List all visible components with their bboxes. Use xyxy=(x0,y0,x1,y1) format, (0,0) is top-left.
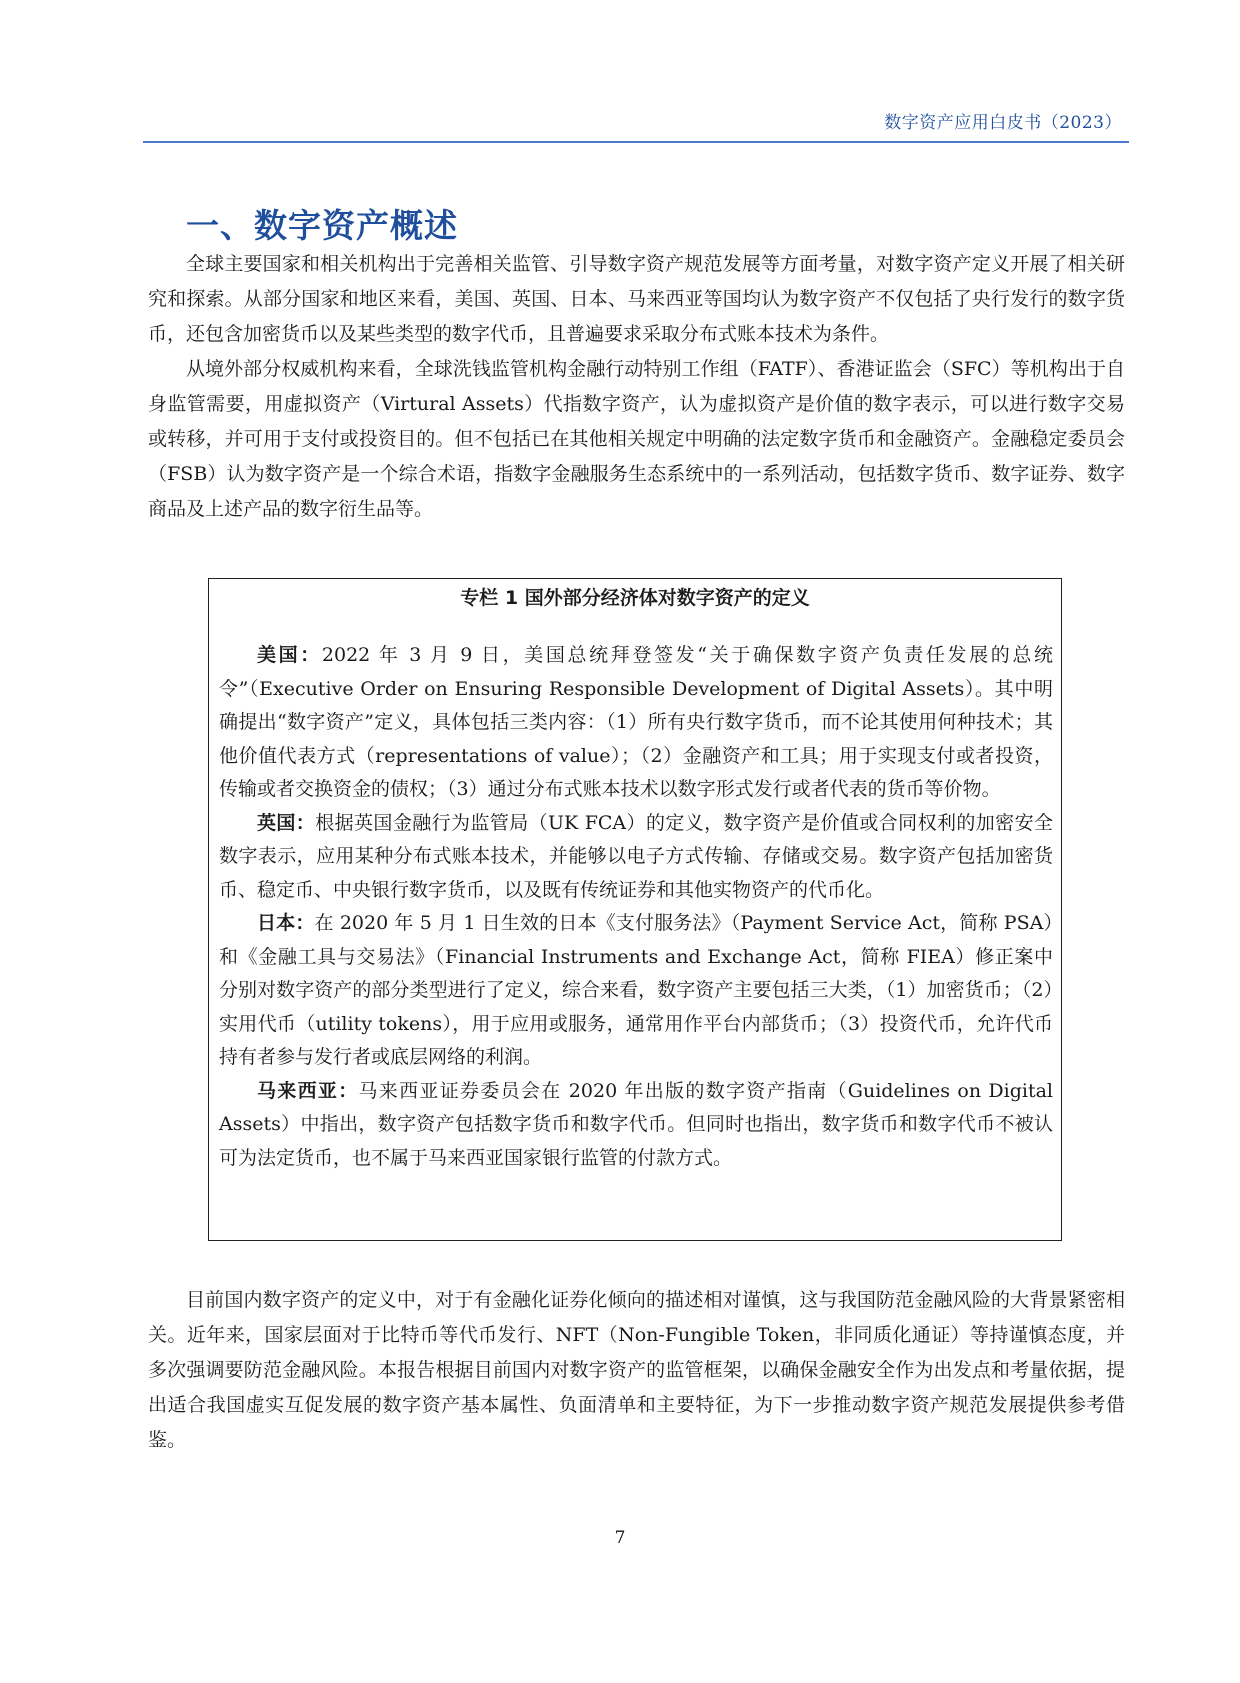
running-header-title: 数字资产应用白皮书（2023） xyxy=(884,113,1122,133)
box-body xyxy=(219,639,1053,1175)
box-entry-japan xyxy=(219,907,1053,1075)
entry-text: 根据英国金融行为监管局（UK FCA）的定义，数字资产是价值或合同权利的加密安全数字表示，应用某种分布式账本技术，并能够以电子方式传输、存储或交易。数字资产包括加密货币、稳定币、中央银行数字货币，以及既有传统证券和其他实物资产的代币化。 xyxy=(219,811,1053,901)
intro-paragraph: 从境外部分权威机构来看，全球洗钱监管机构金融行动特别工作组（FATF）、香港证监会（SFC）等机构出于自身监管需要，用虚拟资产（Virtural Assets）代指数字资产，认为虚拟资产是价值的数字表示，可以进行数字交易或转移，并可用于支付或投资目的。但不包括已在其他相关规定中明确的法定数字货币和金融资产。金融稳定委员会（FSB）认为数字资产是一个综合术语，指数字金融服务生态系统中的一系列活动，包括数字货币、数字证券、数字商品及上述产品的数字衍生品等。 xyxy=(148,358,1125,520)
entry-lead: 美国： xyxy=(257,644,322,666)
box-entry-us xyxy=(219,639,1053,807)
closing-text xyxy=(148,1283,1125,1458)
entry-lead: 英国： xyxy=(257,811,316,834)
page-number: 7 xyxy=(614,1528,626,1548)
entry-text: 马来西亚证券委员会在 2020 年出版的数字资产指南（Guidelines on Digital Assets）中指出，数字资产包括数字货币和数字代币。但同时也指出，数字货币和数字代币不被认可为法定货币，也不属于马来西亚国家银行监管的付款方式。 xyxy=(219,1079,1053,1169)
entry-text: 在 2020 年 5 月 1 日生效的日本《支付服务法》（Payment Service Act，简称 PSA）和《金融工具与交易法》（Financial Instruments and Exchange Act，简称 FIEA）修正案中分别对数字资产的部分类型进行了定义，综合来看，数字资产主要包括三大类，（1）加密货币；（2）实用代币（utility tokens），用于应用或服务，通常用作平台内部货币；（3）投资代币，允许代币持有者参与发行者或底层网络的利润。 xyxy=(219,912,1053,1068)
box-entry-uk xyxy=(219,807,1053,908)
closing-paragraph: 目前国内数字资产的定义中，对于有金融化证券化倾向的描述相对谨慎，这与我国防范金融风险的大背景紧密相关。近年来，国家层面对于比特币等代币发行、NFT（Non-Fungible Token，非同质化通证）等持谨慎态度，并多次强调要防范金融风险。本报告根据目前国内对数字资产的监管框架，以确保金融安全作为出发点和考量依据，提出适合我国虚实互促发展的数字资产基本属性、负面清单和主要特征，为下一步推动数字资产规范发展提供参考借鉴。 xyxy=(148,1289,1125,1451)
section-heading: 一、数字资产概述 xyxy=(186,206,458,245)
header-divider xyxy=(143,141,1129,143)
entry-lead: 马来西亚： xyxy=(257,1079,359,1102)
entry-text: 2022 年 3 月 9 日，美国总统拜登签发“关于确保数字资产负责任发展的总统令”（Executive Order on Ensuring Responsible Development of Digital Assets）。其中明确提出“数字资产”定义，具体包括三类内容：（1）所有央行数字货币，而不论其使用何种技术；其他价值代表方式（representations of value）；（2）金融资产和工具；用于实现支付或者投资，传输或者交换资金的债权；（3）通过分布式账本技术以数字形式发行或者代表的货币等价物。 xyxy=(219,644,1053,800)
intro-paragraph: 全球主要国家和相关机构出于完善相关监管、引导数字资产规范发展等方面考量，对数字资产定义开展了相关研究和探索。从部分国家和地区来看，美国、英国、日本、马来西亚等国均认为数字资产不仅包括了央行发行的数字货币，还包含加密货币以及某些类型的数字代币，且普遍要求采取分布式账本技术为条件。 xyxy=(148,253,1125,345)
intro-text xyxy=(148,247,1125,527)
box-title: 专栏 1 国外部分经济体对数字资产的定义 xyxy=(460,587,810,609)
box-entry-malaysia xyxy=(219,1075,1053,1176)
entry-lead: 日本： xyxy=(257,912,315,934)
sidebar-box xyxy=(208,578,1062,1241)
